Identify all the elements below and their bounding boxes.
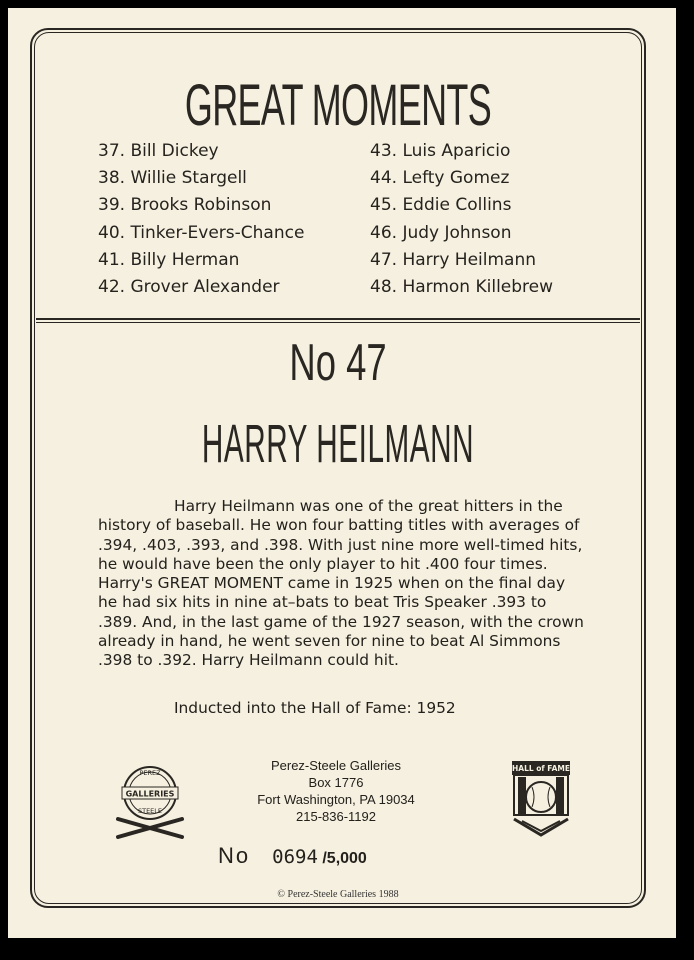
copyright: © Perez-Steele Galleries 1988 bbox=[277, 889, 399, 900]
hof-logo-text: HALL of FAME bbox=[512, 764, 570, 773]
publisher-box: Box 1776 bbox=[308, 775, 364, 790]
serial-value: 0694 bbox=[272, 846, 318, 868]
great-moments-panel bbox=[36, 34, 640, 320]
serial-number bbox=[218, 843, 367, 869]
player-bio: Harry Heilmann was one of the great hitters in the history of baseball. He won four batting titles with averages of .394, .403, .393, and .398. With just nine more well-timed hits, he would have been the only player to hit .400 four times. Harry's GREAT MOMENT came in 1925 when on the final day he had six hits in nine at–bats to beat Tris Speaker .393 to .389. And, in the last game of the 1927 season, with the crown already in hand, he went seven for nine to beat Al Simmons .398 to .392. Harry Heilmann could hit. bbox=[98, 497, 584, 670]
publisher-phone: 215-836-1192 bbox=[296, 809, 376, 824]
list-item: 37. Bill Dickey bbox=[98, 141, 219, 161]
list-item: 39. Brooks Robinson bbox=[98, 195, 272, 216]
player-panel bbox=[36, 322, 640, 903]
inducted-text: Inducted into the Hall of Fame: 1952 bbox=[174, 699, 456, 717]
list-item: 45. Eddie Collins bbox=[370, 195, 512, 216]
list-item: 42. Grover Alexander bbox=[98, 277, 280, 298]
serial-label: No bbox=[218, 843, 251, 868]
list-item: 43. Luis Aparicio bbox=[370, 141, 511, 161]
perez-steele-logo-icon bbox=[110, 757, 190, 845]
logo-text-top: PEREZ bbox=[139, 769, 161, 777]
card bbox=[8, 8, 676, 938]
list-item: 40. Tinker-Evers-Chance bbox=[98, 222, 305, 243]
list-item: 46. Judy Johnson bbox=[370, 222, 512, 243]
publisher-city: Fort Washington, PA 19034 bbox=[257, 792, 415, 807]
list-item: 41. Billy Herman bbox=[98, 249, 240, 270]
moments-list-left bbox=[98, 138, 304, 301]
logo-text-middle: GALLERIES bbox=[125, 789, 175, 799]
logo-text-bottom: STEELE bbox=[137, 807, 163, 815]
serial-total: /5,000 bbox=[322, 850, 367, 867]
list-item: 47. Harry Heilmann bbox=[370, 249, 536, 270]
list-item: 38. Willie Stargell bbox=[98, 168, 247, 189]
hall-of-fame-logo-icon bbox=[508, 757, 574, 841]
card-number: No 47 bbox=[289, 334, 387, 392]
list-item: 44. Lefty Gomez bbox=[370, 168, 510, 189]
player-name: HARRY HEILMANN bbox=[201, 414, 475, 474]
publisher-name: Perez-Steele Galleries bbox=[270, 758, 402, 773]
moments-list-right bbox=[370, 138, 553, 301]
great-moments-title: GREAT MOMENTS bbox=[184, 73, 492, 138]
publisher-address bbox=[216, 757, 456, 825]
list-item: 48. Harmon Killebrew bbox=[370, 277, 554, 298]
